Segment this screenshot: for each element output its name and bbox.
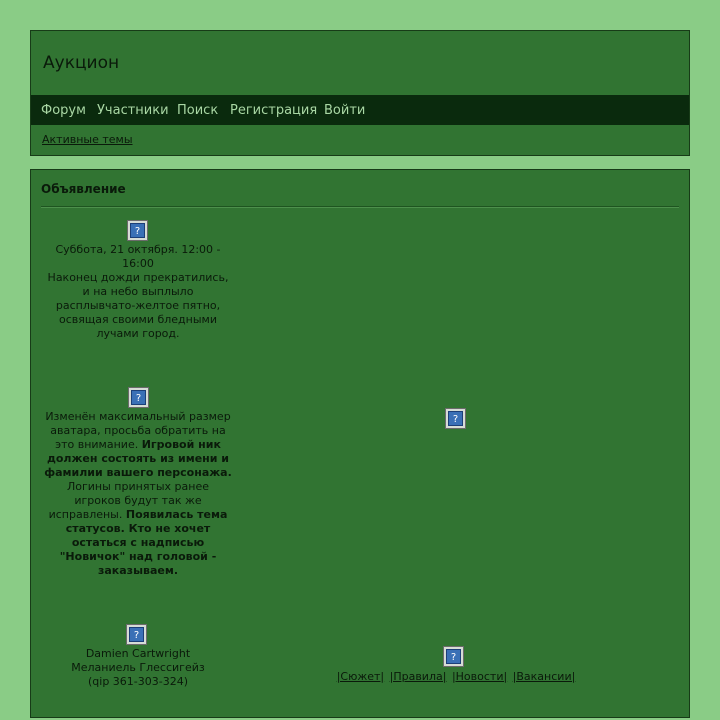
divider (41, 206, 679, 208)
admin-contacts (43, 647, 233, 689)
link-vacancies[interactable]: |Вакансии| (512, 670, 576, 683)
announcement-title: Объявление (41, 182, 126, 196)
broken-image-icon: ? (445, 408, 466, 429)
active-topics-link[interactable]: Активные темы (42, 133, 133, 146)
news-text-4: Появилась тема статусов. Кто не хочет остаться с надписью "Новичок" над головой - заказываем. (59, 508, 228, 577)
news-text-2: Игровой ник должен состоять из имени и фамилии вашего персонажа. (44, 438, 232, 479)
news-text-1: Изменён максимальный размер аватара, просьба обратить на это внимание. (45, 410, 231, 451)
header-panel (30, 30, 690, 156)
navbar (31, 95, 689, 125)
nav-forum[interactable]: Форум (41, 103, 86, 118)
link-rules[interactable]: |Правила| (389, 670, 447, 683)
admin-name-1: Damien Cartwright (85, 647, 191, 660)
date-text: Суббота, 21 октября. 12:00 - 16:00 (55, 243, 221, 270)
broken-image-icon: ? (128, 387, 149, 408)
weather-text: Наконец дожди прекратились, и на небо выплыло расплывчато-желтое пятно, освящая своими бледными лучами город. (47, 271, 229, 340)
broken-image-icon: ? (443, 646, 464, 667)
footer-links (331, 670, 581, 683)
link-plot[interactable]: |Сюжет| (336, 670, 385, 683)
site-title: Аукцион (43, 53, 120, 73)
news-block (43, 410, 233, 578)
nav-login[interactable]: Войти (324, 103, 366, 118)
nav-register[interactable]: Регистрация (230, 103, 318, 118)
nav-search[interactable]: Поиск (177, 103, 219, 118)
announcement-panel (30, 169, 690, 718)
broken-image-icon: ? (126, 624, 147, 645)
link-news[interactable]: |Новости| (451, 670, 508, 683)
weather-block (43, 243, 233, 341)
broken-image-icon: ? (127, 220, 148, 241)
news-text-3: Логины принятых ранее игроков будут так же исправлены. (48, 480, 209, 521)
nav-users[interactable]: Участники (97, 103, 169, 118)
admin-qip: (qip 361-303-324) (87, 675, 189, 688)
admin-name-2: Меланиель Глессигейз (71, 661, 205, 674)
